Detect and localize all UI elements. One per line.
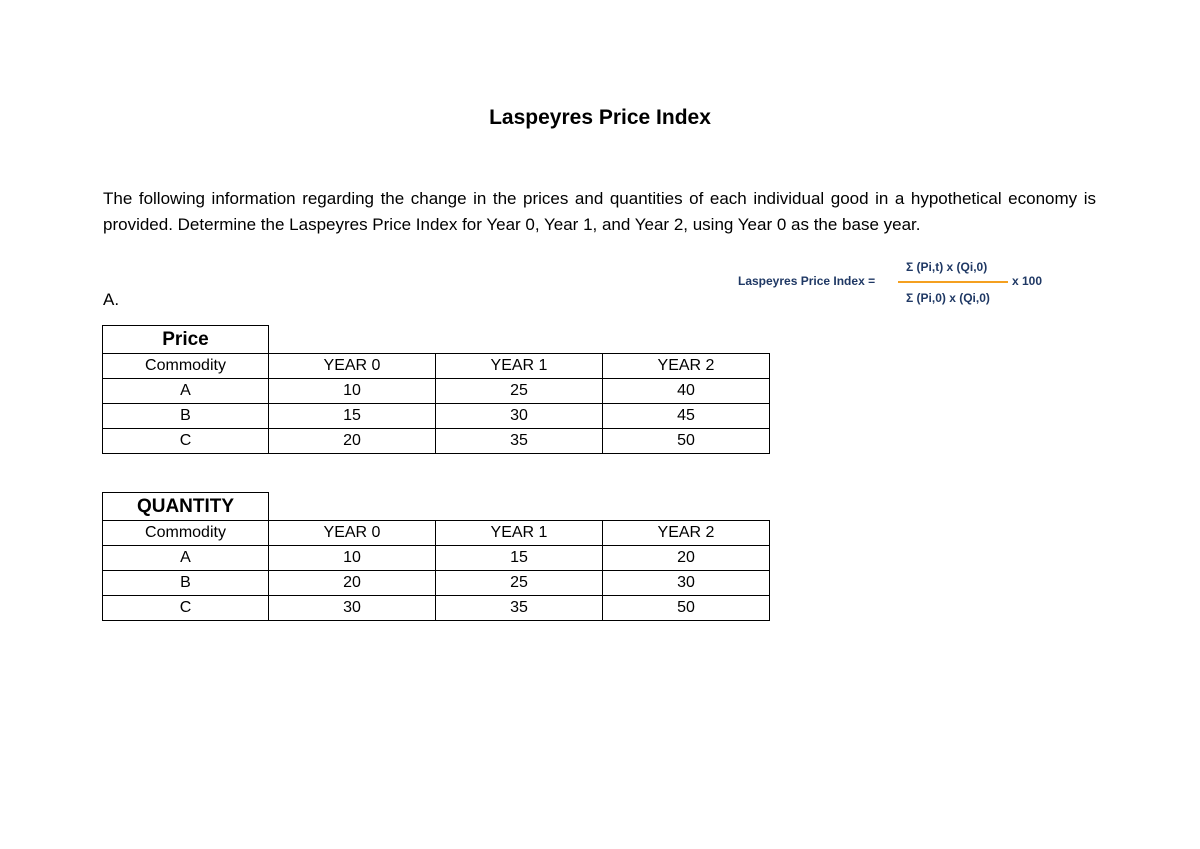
column-header: YEAR 1 [436, 354, 603, 379]
table-cell: 10 [269, 546, 436, 571]
formula-multiplier: x 100 [1012, 274, 1043, 288]
formula-denominator: Σ (Pi,0) x (Qi,0) [906, 291, 990, 305]
table-cell: 30 [603, 571, 770, 596]
formula-numerator: Σ (Pi,t) x (Qi,0) [906, 260, 988, 274]
table-cell: B [103, 404, 269, 429]
table-cell: 25 [436, 379, 603, 404]
column-header: Commodity [103, 354, 269, 379]
table-row [103, 404, 770, 429]
table-cell: A [103, 379, 269, 404]
table-cell: 20 [269, 429, 436, 454]
table-cell: 15 [269, 404, 436, 429]
intro-paragraph: The following information regarding the change in the prices and quantities of each individual good in a hypothetical economy is provided. Determine the Laspeyres Price Index for Year 0, Year 1, and Year 2, using Year 0 as the base year. [103, 189, 1096, 234]
table-cell: 10 [269, 379, 436, 404]
quantity-table [102, 492, 770, 621]
table-row [103, 546, 770, 571]
table-cell: C [103, 596, 269, 621]
table-cell: 50 [603, 596, 770, 621]
table-cell: 20 [269, 571, 436, 596]
table-cell: B [103, 571, 269, 596]
column-header: YEAR 2 [603, 521, 770, 546]
table-cell: 45 [603, 404, 770, 429]
column-header: Commodity [103, 521, 269, 546]
document-title: Laspeyres Price Index [489, 106, 711, 129]
table-cell: 30 [436, 404, 603, 429]
column-header: YEAR 1 [436, 521, 603, 546]
part-label: A. [103, 290, 120, 309]
price-table [102, 325, 770, 454]
table-cell: 20 [603, 546, 770, 571]
table-cell: 25 [436, 571, 603, 596]
table-cell: 30 [269, 596, 436, 621]
table-heading-row [103, 326, 770, 354]
formula-fraction-bar [898, 281, 1008, 283]
table-row [103, 571, 770, 596]
table-row [103, 596, 770, 621]
column-header: YEAR 0 [269, 354, 436, 379]
table-header-row [103, 354, 770, 379]
table-cell: 15 [436, 546, 603, 571]
table-row [103, 379, 770, 404]
column-header: YEAR 2 [603, 354, 770, 379]
table-cell: 40 [603, 379, 770, 404]
column-header: YEAR 0 [269, 521, 436, 546]
table-cell: 35 [436, 596, 603, 621]
table-cell: 35 [436, 429, 603, 454]
table-row [103, 429, 770, 454]
table-cell: 50 [603, 429, 770, 454]
laspeyres-formula [738, 258, 1058, 310]
price-table-heading: Price [103, 326, 269, 354]
table-heading-row [103, 493, 770, 521]
formula-label: Laspeyres Price Index = [738, 274, 876, 288]
table-header-row [103, 521, 770, 546]
quantity-table-heading: QUANTITY [103, 493, 269, 521]
table-cell: C [103, 429, 269, 454]
table-cell: A [103, 546, 269, 571]
